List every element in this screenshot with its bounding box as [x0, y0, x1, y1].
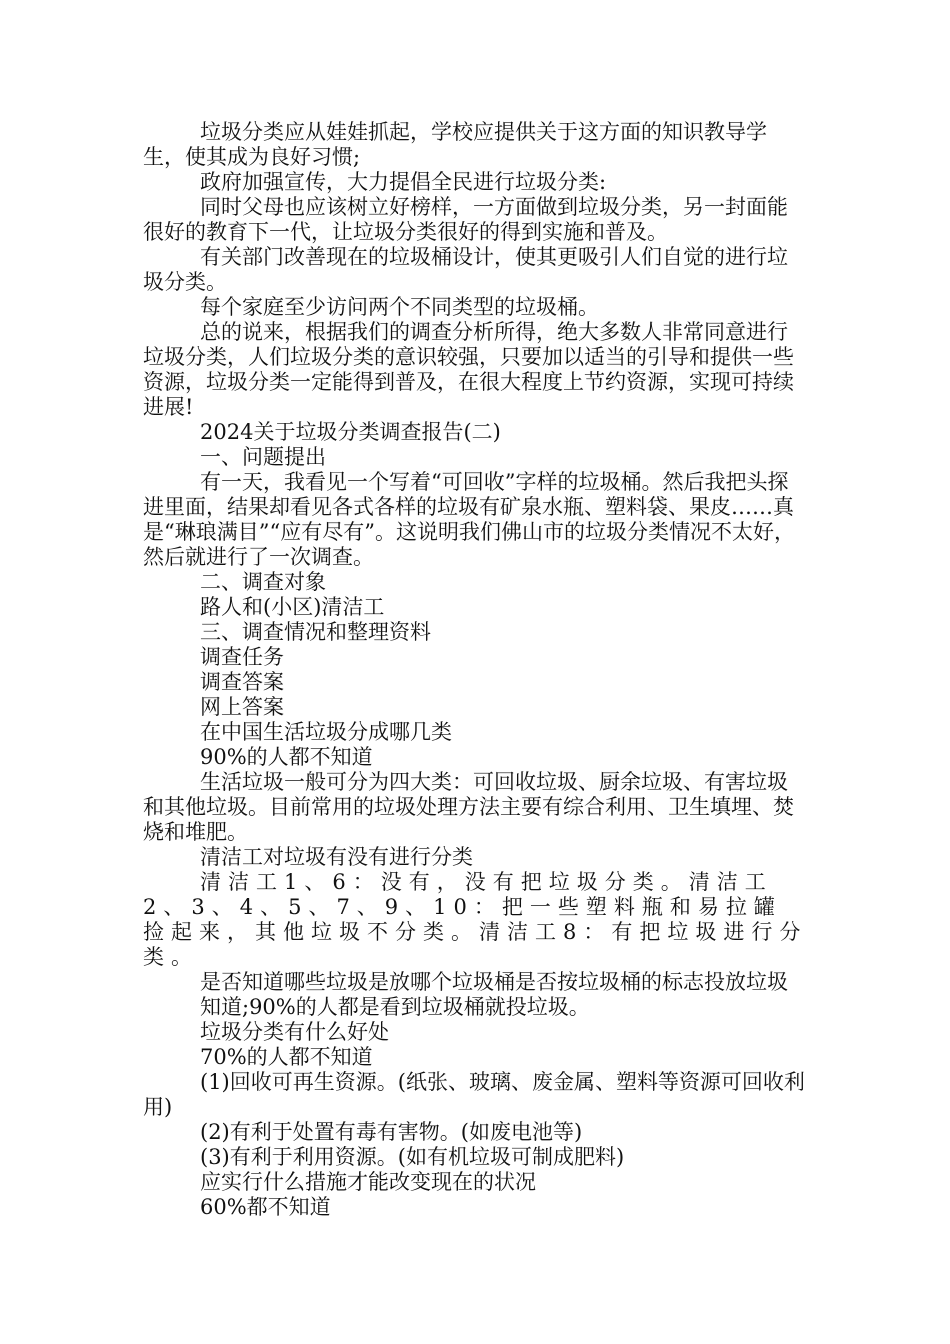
paragraph-5: 每个家庭至少访问两个不同类型的垃圾桶。 — [200, 295, 599, 319]
paragraph-problem: 有一天，我看见一个写着“可回收”字样的垃圾桶。然后我把头探进里面，结果却看见各式各样的垃圾有矿泉水瓶、塑料袋、果皮……真是“琳琅满目”“应有尽有”。这说明我们佛山市的垃圾分类情况不太好，然后就进行了一次调查。 — [143, 470, 795, 569]
question-2: 清洁工对垃圾有没有进行分类 — [200, 845, 473, 869]
paragraph-4: 有关部门改善现在的垃圾桶设计，使其更吸引人们自觉的进行垃圾分类。 — [143, 245, 788, 294]
question-3: 是否知道哪些垃圾是放哪个垃圾桶是否按垃圾桶的标志投放垃圾 — [200, 970, 788, 994]
paragraph-6: 总的说来，根据我们的调查分析所得，绝大多数人非常同意进行垃圾分类，人们垃圾分类的意识较强，只要加以适当的引导和提供一些资源，垃圾分类一定能得到普及，在很大程度上节约资源，实现可持续进展! — [143, 320, 794, 419]
question-1: 在中国生活垃圾分成哪几类 — [200, 720, 452, 744]
paragraph-3: 同时父母也应该树立好榜样，一方面做到垃圾分类，另一封面能很好的教育下一代，让垃圾分类很好的得到实施和普及。 — [143, 195, 788, 244]
answer-4: 70%的人都不知道 — [200, 1045, 373, 1069]
online-answer-1: 生活垃圾一般可分为四大类：可回收垃圾、厨余垃圾、有害垃圾和其他垃圾。目前常用的垃圾处理方法主要有综合利用、卫生填埋、焚烧和堆肥。 — [143, 770, 794, 844]
benefit-3: (3)有利于利用资源。(如有机垃圾可制成肥料) — [200, 1145, 625, 1169]
question-4: 垃圾分类有什么好处 — [200, 1020, 389, 1044]
answer-2: 清洁工1、6：没有，没有把垃圾分类。清洁工2、3、4、5、7、9、10：把一些塑料瓶和易拉罐捡起来，其他垃圾不分类。清洁工8：有把垃圾进行分类。 — [143, 870, 808, 969]
answer-1: 90%的人都不知道 — [200, 745, 373, 769]
paragraph-subjects: 路人和(小区)清洁工 — [200, 595, 385, 619]
benefit-2: (2)有利于处置有毒有害物。(如废电池等) — [200, 1120, 583, 1144]
benefit-1: (1)回收可再生资源。(纸张、玻璃、废金属、塑料等资源可回收利用) — [143, 1070, 805, 1119]
question-5: 应实行什么措施才能改变现在的状况 — [200, 1170, 536, 1194]
label-task: 调查任务 — [200, 645, 284, 669]
heading-findings: 三、调查情况和整理资料 — [200, 620, 431, 644]
answer-5: 60%都不知道 — [200, 1195, 331, 1219]
answer-3: 知道;90%的人都是看到垃圾桶就投垃圾。 — [200, 995, 590, 1019]
label-online-answer: 网上答案 — [200, 695, 284, 719]
label-answer: 调查答案 — [200, 670, 284, 694]
paragraph-1: 垃圾分类应从娃娃抓起，学校应提供关于这方面的知识教导学生，使其成为良好习惯; — [143, 120, 767, 169]
heading-problem: 一、问题提出 — [200, 445, 326, 469]
heading-subjects: 二、调查对象 — [200, 570, 326, 594]
paragraph-2: 政府加强宣传，大力提倡全民进行垃圾分类: — [200, 170, 607, 194]
document-body — [143, 120, 808, 1220]
section-title: 2024关于垃圾分类调查报告(二) — [200, 420, 501, 444]
